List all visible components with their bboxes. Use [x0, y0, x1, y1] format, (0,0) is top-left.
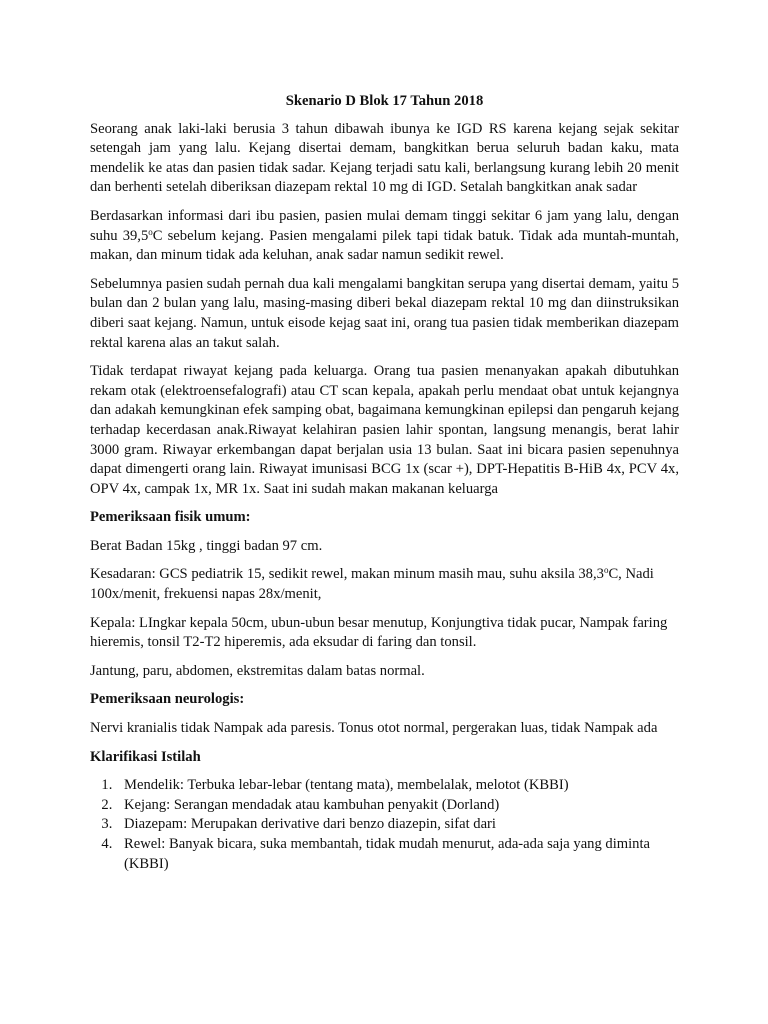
neuro-exam-text: Nervi kranialis tidak Nampak ada paresis. Tonus otot normal, pergerakan luas, tidak Nampak ada	[90, 720, 658, 737]
scenario-paragraph-3: Sebelumnya pasien sudah pernah dua kali mengalami bangkitan serupa yang disertai demam, yaitu 5 bulan dan 2 bulan yang lalu, masing-masing diberi bekal diazepam rektal 10 mg dan diinstruksikan diberi saat kejang. Namun, untuk eisode kejag saat ini, orang tua pasien tidak memberikan diazepam rektal karena alas an takut salah.	[90, 275, 679, 351]
physical-exam-consciousness	[90, 565, 679, 604]
neuro-exam-heading: Pemeriksaan neurologis:	[90, 691, 245, 708]
terms-list	[90, 776, 679, 874]
degree-superscript: o	[148, 226, 153, 237]
term-item: 2. Kejang: Serangan mendadak atau kambuhan penyakit (Dorland)	[116, 796, 679, 816]
scenario-paragraph-1: Seorang anak laki-laki berusia 3 tahun dibawah ibunya ke IGD RS karena kejang sejak sekitar setengah jam yang lalu. Kejang disertai demam, bangkitkan berua seluruh badan kaku, mata mendelik ke atas dan pasien tidak sadar. Kejang terjadi satu kali, berlangsung kurang lebih 20 menit dan berhenti setelah diberiksan diazepam rektal 10 mg di IGD. Setalah bangkitkan anak sadar	[90, 120, 679, 196]
paragraph-2-text-after: C sebelum kejang. Pasien mengalami pilek tapi tidak batuk. Tidak ada muntah-muntah, makan, dan minum tidak ada keluhan, anak sadar namun sedikit rewel.	[90, 227, 679, 264]
scenario-paragraph-2	[90, 207, 679, 266]
paragraph-2-text-before: Berdasarkan informasi dari ibu pasien, pasien mulai demam tinggi sekitar 6 jam yang lalu, dengan suhu 39,5	[90, 207, 679, 244]
term-item: 3. Diazepam: Merupakan derivative dari benzo diazepin, sifat dari	[116, 815, 679, 835]
document-body	[90, 92, 679, 874]
terms-heading: Klarifikasi Istilah	[90, 748, 201, 765]
physical-exam-organs: Jantung, paru, abdomen, ekstremitas dalam batas normal.	[90, 662, 425, 679]
term-item: 1. Mendelik: Terbuka lebar-lebar (tentang mata), membelalak, melotot (KBBI)	[116, 776, 679, 796]
term-item: 4. Rewel: Banyak bicara, suka membantah, tidak mudah menurut, ada-ada saja yang diminta (KBBI)	[116, 835, 679, 874]
document-title: Skenario D Blok 17 Tahun 2018	[285, 93, 484, 109]
consciousness-text-after: C, Nadi 100x/menit, frekuensi napas 28x/menit,	[90, 566, 654, 603]
scenario-paragraph-4: Tidak terdapat riwayat kejang pada keluarga. Orang tua pasien menanyakan apakah dibutuhkan rekam otak (elektroensefalografi) atau CT scan kepala, apakah perlu mendaat obat untuk kejangnya dan adakah kemungkinan efek samping obat, bagaimana kemungkinan epilepsi dan pengaruh kejang terhadap kecerdasan anak.Riwayat kelahiran pasien lahir spontan, langsung menangis, berat lahir 3000 gram. Riwayar erkembangan dapat berjalan usia 13 bulan. Saat ini bicara pasien sepenuhnya dapat dimengerti orang lain. Riwayat imunisasi BCG 1x (scar +), DPT-Hepatitis B-HiB 4x, PCV 4x, OPV 4x, campak 1x, MR 1x. Saat ini sudah makan makanan keluarga	[90, 363, 679, 497]
degree-superscript: o	[603, 565, 609, 576]
physical-exam-weight: Berat Badan 15kg , tinggi badan 97 cm.	[90, 537, 323, 554]
consciousness-text-before: Kesadaran: GCS pediatrik 15, sedikit rewel, makan minum masih mau, suhu aksila 38,3	[90, 566, 604, 583]
physical-exam-heading: Pemeriksaan fisik umum:	[90, 509, 251, 526]
physical-exam-head: Kepala: LIngkar kepala 50cm, ubun-ubun besar menutup, Konjungtiva tidak pucar, Nampak faring hieremis, tonsil T2-T2 hiperemis, ada eksudar di faring dan tonsil.	[90, 614, 668, 651]
